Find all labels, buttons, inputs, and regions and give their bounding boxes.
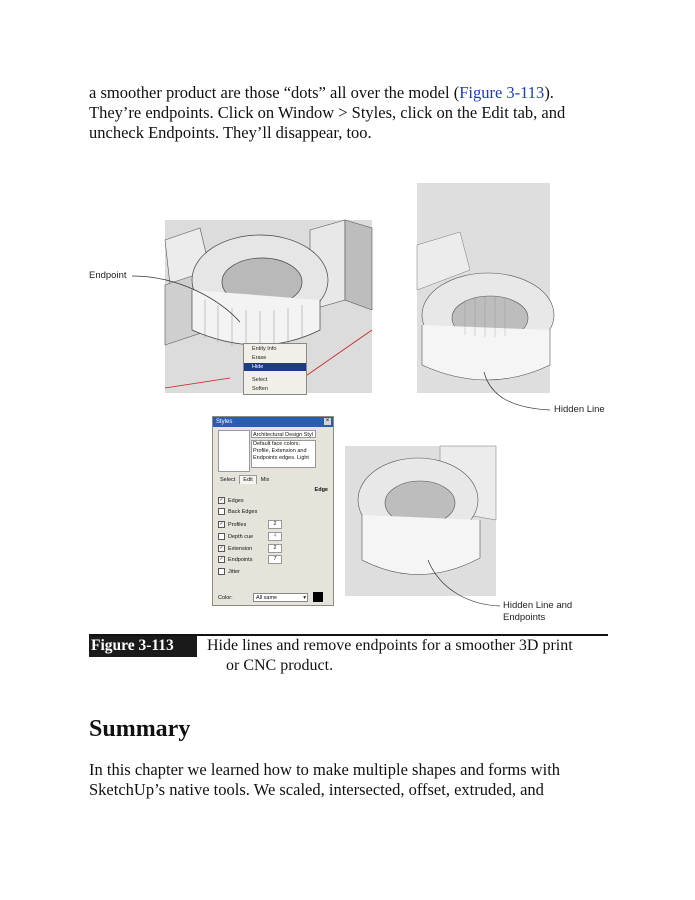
option-endpoints[interactable]: ✓ Endpoints <box>219 556 253 563</box>
endpoints-value[interactable]: 7 <box>268 555 282 564</box>
option-extension[interactable]: ✓ Extension <box>219 545 253 552</box>
style-description: Default face colors. Profile, Extension and Endpoints edges. Light <box>251 440 316 468</box>
color-swatch[interactable] <box>313 592 323 602</box>
color-select[interactable]: All same ▾ <box>253 593 308 602</box>
callout-hidden-line: Hidden Line <box>554 404 605 415</box>
intro-line-1: a smoother product are those “dots” all over the model (Figure 3-113). <box>89 83 554 102</box>
profiles-value[interactable]: 2 <box>268 520 282 529</box>
color-label: Color: <box>218 595 233 601</box>
callout-endpoint: Endpoint <box>89 270 127 281</box>
context-menu <box>243 343 307 395</box>
menu-item-erase[interactable]: Erase <box>252 355 267 361</box>
menu-item-entity-info[interactable]: Entity Info <box>252 346 277 352</box>
panel-hidden-line-endpoints-view <box>345 446 500 606</box>
option-edges[interactable]: ✓ Edges <box>219 497 244 504</box>
callout-hidden-line-endpoints: Hidden Line and Endpoints <box>503 600 573 623</box>
option-depth-cue[interactable]: Depth cue <box>218 533 253 541</box>
menu-item-select[interactable]: Select <box>252 377 268 383</box>
close-icon[interactable]: × <box>325 418 330 424</box>
styles-tabs <box>217 475 273 484</box>
figure-caption: Hide lines and remove endpoints for a smoother 3D print or CNC product. <box>207 637 573 674</box>
chevron-down-icon: ▾ <box>303 595 306 601</box>
option-jitter[interactable]: Jitter <box>218 568 240 576</box>
panel-hidden-line-view <box>417 183 554 410</box>
summary-paragraph: In this chapter we learned how to make multiple shapes and forms with SketchUp’s native tools. We scaled, intersected, offset, extruded, and <box>89 760 561 799</box>
styles-panel <box>212 416 334 606</box>
figure-link[interactable]: Figure 3-113 <box>459 83 545 102</box>
depth-cue-value[interactable]: 4 <box>268 532 282 541</box>
figure-label: Figure 3-113 <box>89 636 197 657</box>
style-thumbnail[interactable] <box>218 430 250 472</box>
menu-item-hide[interactable]: Hide <box>244 363 306 371</box>
styles-panel-title: Styles × <box>213 417 333 427</box>
intro-line-2: They’re endpoints. Click on Window > Styles, click on the Edit tab, and <box>89 103 566 122</box>
tab-mix[interactable]: Mix <box>260 477 270 483</box>
tab-select[interactable]: Select <box>220 477 236 483</box>
option-back-edges[interactable]: Back Edges <box>218 508 257 516</box>
intro-line-3: uncheck Endpoints. They’ll disappear, too. <box>89 123 372 142</box>
summary-heading: Summary <box>89 716 191 742</box>
tab-edit[interactable]: Edit <box>239 475 256 484</box>
menu-item-soften[interactable]: Soften <box>252 386 268 392</box>
option-profiles[interactable]: ✓ Profiles <box>219 521 247 528</box>
extension-value[interactable]: 2 <box>268 544 282 553</box>
style-name-field[interactable]: Architectural Design Styl <box>251 430 316 438</box>
edge-section-label: Edge <box>314 487 328 493</box>
